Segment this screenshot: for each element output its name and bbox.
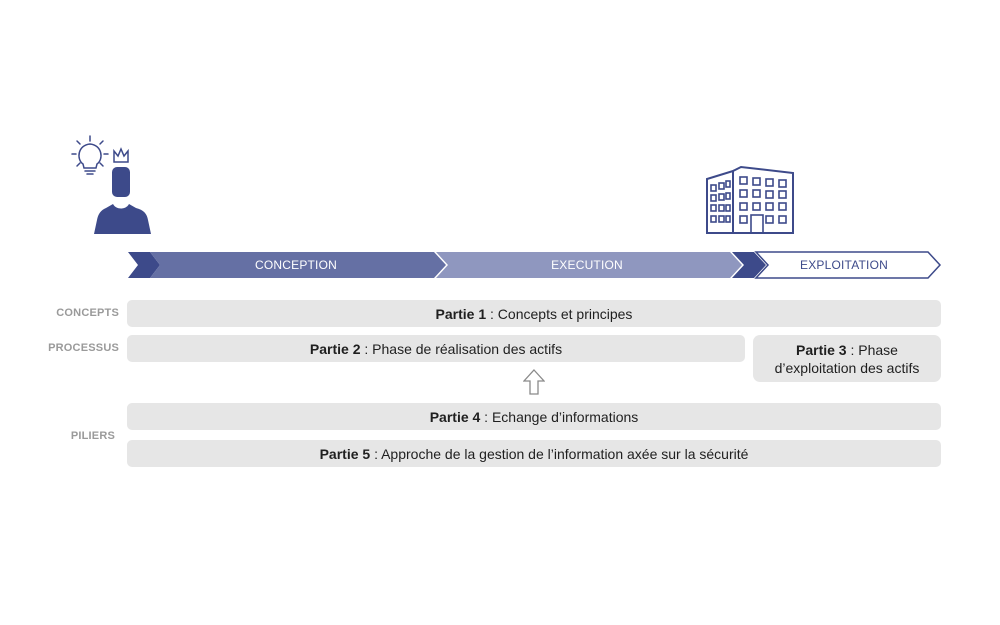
part-4-text: : Echange d’informations: [480, 408, 639, 425]
part-2-box: [127, 335, 745, 362]
part-3-box: [753, 335, 941, 382]
part-3-text-line1: : Phase: [846, 341, 898, 358]
side-label-piliers: PILIERS: [70, 430, 115, 442]
part-1-title: Partie 1: [435, 305, 487, 322]
part-1-text: : Concepts et principes: [486, 305, 633, 322]
part-5-title: Partie 5: [319, 445, 371, 462]
phase-label-exploitation: EXPLOITATION: [800, 258, 888, 272]
part-2-title: Partie 2: [309, 340, 361, 357]
part-5-text: : Approche de la gestion de l’information axée sur la sécurité: [370, 445, 749, 462]
part-4-box: [127, 403, 941, 430]
part-3-title: Partie 3: [796, 341, 847, 358]
part-4-title: Partie 4: [429, 408, 481, 425]
phase-label-conception: CONCEPTION: [254, 258, 337, 272]
office-building-icon: [705, 163, 795, 235]
side-label-concepts: CONCEPTS: [56, 307, 119, 319]
part-2-text: : Phase de réalisation des actifs: [360, 340, 563, 357]
side-label-processus: PROCESSUS: [48, 342, 119, 354]
phase-label-execution: EXECUTION: [551, 258, 623, 272]
person-with-idea-and-crown-icon: [66, 134, 158, 238]
up-arrow-icon: [523, 369, 545, 395]
part-3-text-line2: d’exploitation des actifs: [774, 359, 920, 376]
part-1-box: [127, 300, 941, 327]
part-5-box: [127, 440, 941, 467]
